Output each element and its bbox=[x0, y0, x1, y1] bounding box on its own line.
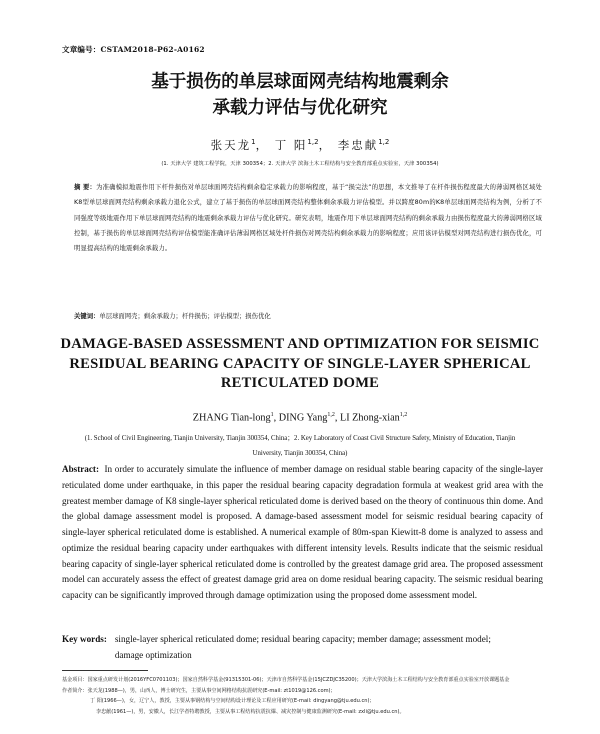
chinese-keywords-text: 单层球面网壳；剩余承载力；杆件损伤；评估模型；损伤优化 bbox=[99, 313, 271, 320]
english-keywords-text: single-layer spherical reticulated dome; residual bearing capacity; member damage; assessment model; damage optimization bbox=[114, 634, 491, 660]
author-affil-sup: 1,2 bbox=[307, 138, 319, 147]
english-abstract-label: Abstract: bbox=[62, 464, 99, 474]
author-name: 丁 阳 bbox=[274, 138, 308, 152]
footnote-author-3: 李忠献(1961—)，男，安徽人，长江学者特聘教授，主要从事工程结构抗震抗爆、减灾控制与健康监测研究(E-mail: zxli@tju.edu.cn)。 bbox=[96, 708, 405, 715]
english-authors: ZHANG Tian-long$^1$, DING Yang$^{1,2}$, LI Zhong-xian$^{1,2}$ bbox=[192, 412, 408, 424]
chinese-affiliation: (1. 天津大学 建筑工程学院，天津 300354；2. 天津大学 滨海土木工程结构与安全教育部重点实验室，天津 300354) bbox=[161, 161, 439, 167]
author-name: 李忠献 bbox=[337, 138, 379, 152]
author-name: ZHANG Tian-long bbox=[192, 412, 271, 424]
footnotes bbox=[62, 675, 542, 717]
author-affil-sup: 1,2 bbox=[399, 412, 408, 418]
english-title-line-1: DAMAGE-BASED ASSESSMENT AND OPTIMIZATION FOR SEISMIC bbox=[60, 336, 540, 352]
chinese-title-line-1: 基于损伤的单层球面网壳结构地震剩余 bbox=[151, 72, 449, 92]
author-affil-sup: 1 bbox=[270, 412, 274, 418]
author-name: DING Yang bbox=[278, 412, 328, 424]
english-keywords-label: Key words: bbox=[62, 634, 107, 644]
english-keywords bbox=[62, 632, 543, 663]
chinese-keywords-label: 关键词： bbox=[74, 313, 100, 320]
english-title-line-3: RETICULATED DOME bbox=[220, 375, 380, 391]
footnote-funding: 基金项目：国家重点研发计划(2016YFC0701103)；国家自然科学基金(91315301-06)；天津市自然科学基金(15JCZDJC35200)；天津大学滨海土木工程结构与安全教育部重点实验室开放课题基金 bbox=[62, 677, 510, 683]
author-affil-sup: 1,2 bbox=[327, 412, 335, 418]
document-id: 文章编号：CSTAM2018-P62-A0162 bbox=[62, 45, 205, 54]
author-name: LI Zhong-xian bbox=[340, 412, 400, 424]
chinese-authors: 张天龙$^1$， 丁 阳$^{1,2}$， 李忠献$^{1,2}$ bbox=[210, 138, 390, 152]
footnote-divider bbox=[62, 670, 148, 671]
author-affil-sup: 1,2 bbox=[378, 138, 390, 147]
author-affil-sup: 1 bbox=[251, 138, 256, 147]
author-name: 张天龙 bbox=[210, 138, 252, 152]
footnote-author-2: 丁 阳(1966—)，女，辽宁人，教授，主要从事钢结构与空间结构设计理论及工程应用研究(E-mail: dingyang@tju.edu.cn)； bbox=[90, 698, 375, 705]
chinese-title-line-2: 承载力评估与优化研究 bbox=[212, 98, 388, 118]
english-title-line-2: RESIDUAL BEARING CAPACITY OF SINGLE-LAYER SPHERICAL bbox=[69, 356, 531, 372]
chinese-abstract bbox=[74, 180, 542, 256]
footnote-author-1: 作者简介：张天龙(1988—)，男，山西人，博士研究生，主要从事空间网格结构抗震研究(E-mail: zt1019@126.com)； bbox=[62, 687, 336, 694]
chinese-keywords bbox=[74, 311, 542, 320]
english-abstract-text: In order to accurately simulate the influence of member damage on residual stable bearing capacity of the single-layer reticulated dome under earthquake, in this paper the residual bearing capacity degradation formula at weakest grid area with the greatest member damage of K8 single-layer spherical reticulated dome is derived based on the theory of continuous thin dome. And the global damage assessment model is proposed. A damage-based assessment model for seismic residual bearing capacity of single-layer spherical reticulated dome is established. A numerical example of 80m-span Kiewitt-8 dome is analyzed to assess and optimize the residual bearing capacity under earthquakes with different intensity levels. Results indicate that the seismic residual bearing capacity of single-layer spherical reticulated dome is controlled by the greatest damage grid area. The proposed assessment model can accurately assess the effect of greatest damage grid area on dome residual bearing capacity. The seismic residual bearing capacity can be significantly improved through damage optimization using the proposed dome assessment model. bbox=[62, 464, 543, 600]
english-affiliation: (1. School of Civil Engineering, Tianjin University, Tianjin 300354, China；2. Key Laboratory of Coast Civil Structure Safety, Ministry of Education, Tianjin University, Tianjin 300354, China) bbox=[84, 435, 516, 457]
english-abstract bbox=[62, 462, 543, 604]
chinese-abstract-label: 摘 要： bbox=[74, 184, 97, 191]
chinese-abstract-text: 为准确模拟地震作用下杆件损伤对单层球面网壳结构剩余稳定承载力的影响程度，基于“损完法”的思想，本文推导了在杆件损伤程度最大的薄弱网格区域处K8型单层球面网壳结构剩余承载力退化公式，建立了基于损伤的单层球面网壳结构整体剩余承载力评估模型。并以跨度80m的K8单层球面网壳结构为例，分析了不同强度等级地震作用下单层球面网壳结构的地震剩余承载力评估与优化研究。研究表明，地震作用下单层球面网壳结构的剩余承载力由损伤程度最大的薄弱网格区域控制，基于损伤的单层球面网壳结构评估模型能准确评估薄弱网格区域处杆件损伤对网壳结构剩余承载力的影响程度；应用该评估模型对网壳结构进行损伤优化，可明显提高结构的地震剩余承载力。 bbox=[74, 184, 542, 253]
